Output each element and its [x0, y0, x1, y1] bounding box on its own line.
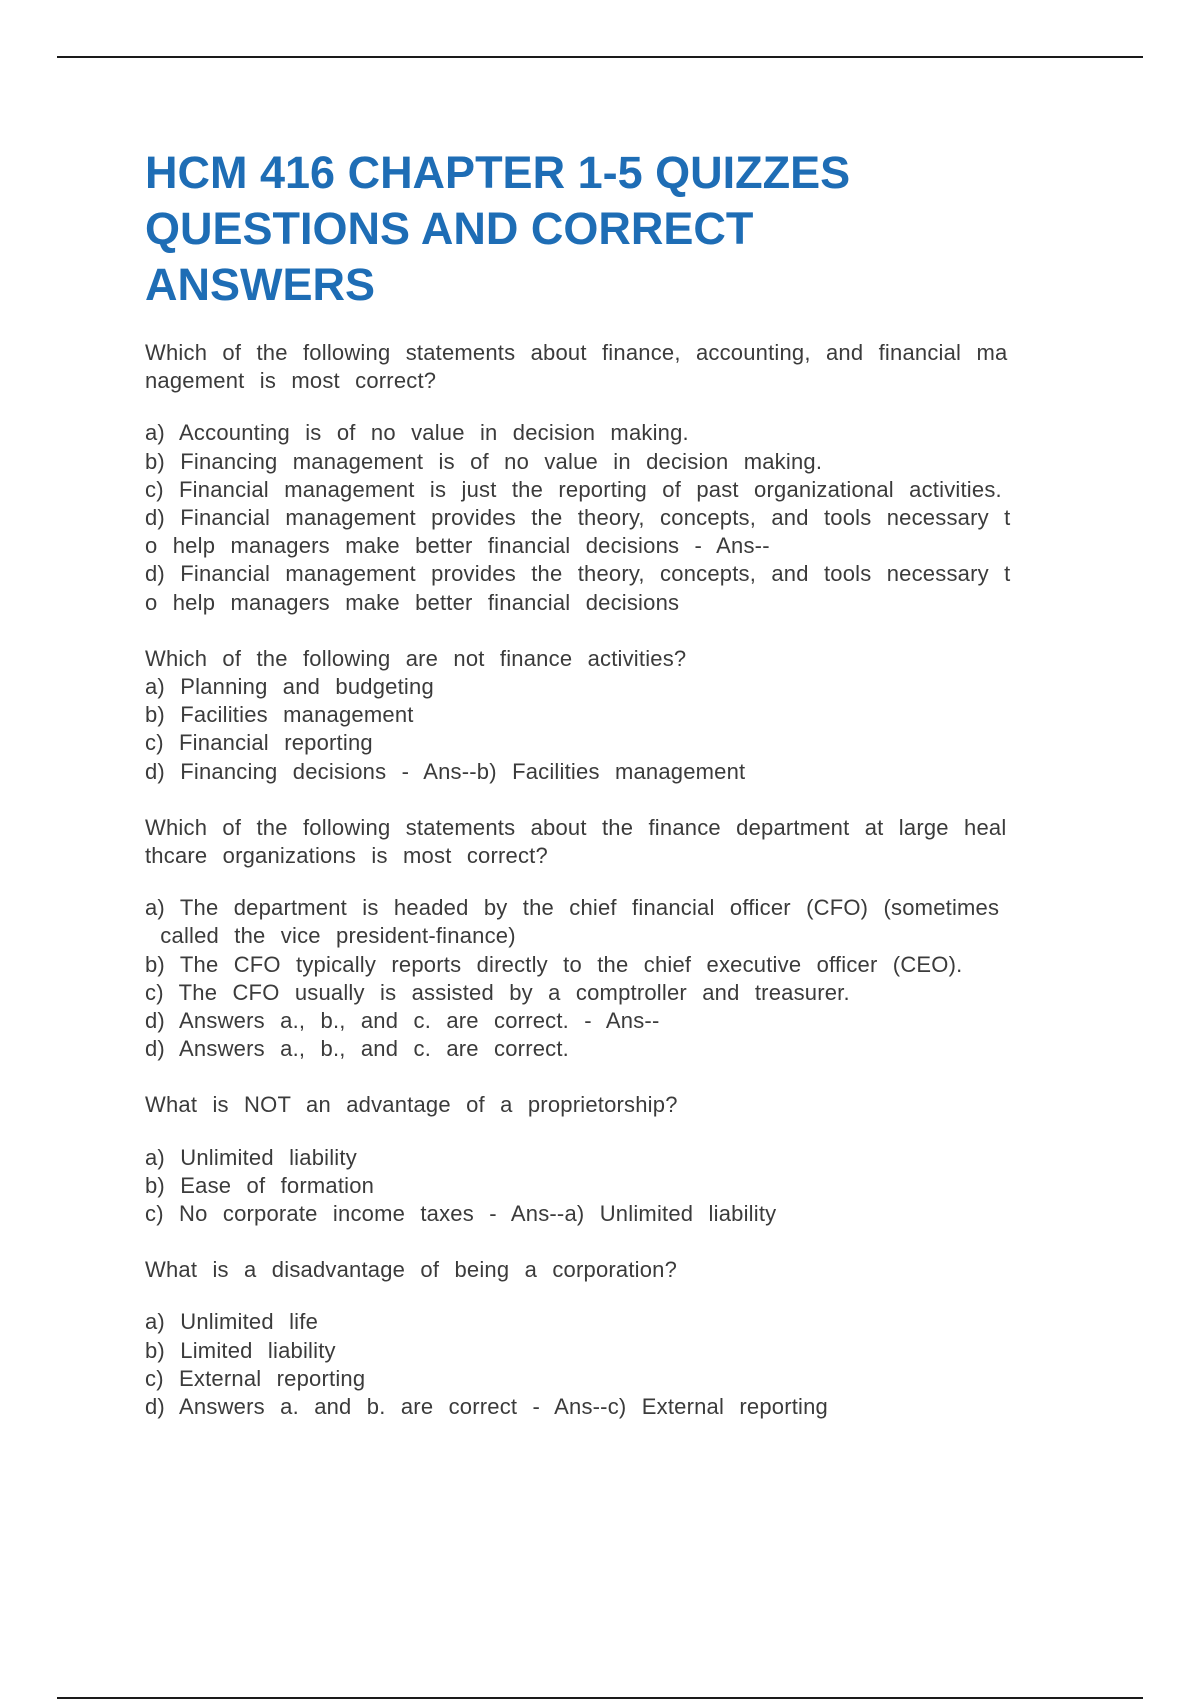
document-body [145, 145, 1085, 1421]
answer-option: b) Facilities management [145, 702, 414, 728]
answer-option: d) Answers a., b., and c. are correct. - Ans-- [145, 1008, 660, 1034]
question-3 [145, 814, 1085, 1064]
question-stem: What is NOT an advantage of a proprietorship? [145, 1092, 678, 1118]
question-1 [145, 339, 1085, 617]
question-stem: Which of the following statements about the finance department at large heal [145, 814, 1007, 840]
answer-option: o help managers make better financial decisions - Ans-- [145, 533, 770, 559]
title-line: HCM 416 CHAPTER 1-5 QUIZZES [145, 147, 851, 198]
answer-option: d) Answers a. and b. are correct - Ans--c) External reporting [145, 1394, 828, 1420]
answer-option: b) Limited liability [145, 1337, 336, 1363]
answer-option: c) The CFO usually is assisted by a comptroller and treasurer. [145, 979, 850, 1005]
answer-option: c) No corporate income taxes - Ans--a) Unlimited liability [145, 1201, 777, 1227]
answer-option: c) External reporting [145, 1365, 366, 1391]
answer-option: a) Accounting is of no value in decision making. [145, 420, 689, 446]
header-rule [57, 56, 1143, 58]
question-2 [145, 645, 1085, 786]
answer-option: a) The department is headed by the chief financial officer (CFO) (sometimes [145, 895, 1000, 921]
answer-option: a) Unlimited liability [145, 1144, 357, 1170]
answer-option: c) Financial reporting [145, 730, 373, 756]
answer-option: b) The CFO typically reports directly to the chief executive officer (CEO). [145, 951, 963, 977]
answer-option: b) Ease of formation [145, 1172, 375, 1198]
question-stem: What is a disadvantage of being a corporation? [145, 1257, 678, 1283]
answer-option: a) Unlimited life [145, 1309, 319, 1335]
question-4 [145, 1091, 1085, 1228]
answer-option: d) Financing decisions - Ans--b) Facilities management [145, 758, 746, 784]
answer-option: called the vice president-finance) [145, 923, 516, 949]
footer-rule [57, 1697, 1143, 1699]
question-5 [145, 1256, 1085, 1421]
answer-option: c) Financial management is just the reporting of past organizational activities. [145, 476, 1002, 502]
answer-option: b) Financing management is of no value in decision making. [145, 448, 823, 474]
title-line: ANSWERS [145, 259, 376, 310]
answer-option: a) Planning and budgeting [145, 674, 434, 700]
question-stem: Which of the following statements about finance, accounting, and financial ma [145, 340, 1008, 365]
answer-key: d) Answers a., b., and c. are correct. [145, 1036, 569, 1062]
document-title [145, 145, 1085, 313]
answer-key: d) Financial management provides the theory, concepts, and tools necessary t [145, 561, 1011, 587]
question-stem: thcare organizations is most correct? [145, 843, 548, 869]
question-stem: Which of the following are not finance activities? [145, 645, 687, 671]
answer-key: o help managers make better financial decisions [145, 589, 680, 615]
question-stem: nagement is most correct? [145, 368, 437, 394]
title-line: QUESTIONS AND CORRECT [145, 203, 754, 254]
answer-option: d) Financial management provides the theory, concepts, and tools necessary t [145, 505, 1011, 531]
